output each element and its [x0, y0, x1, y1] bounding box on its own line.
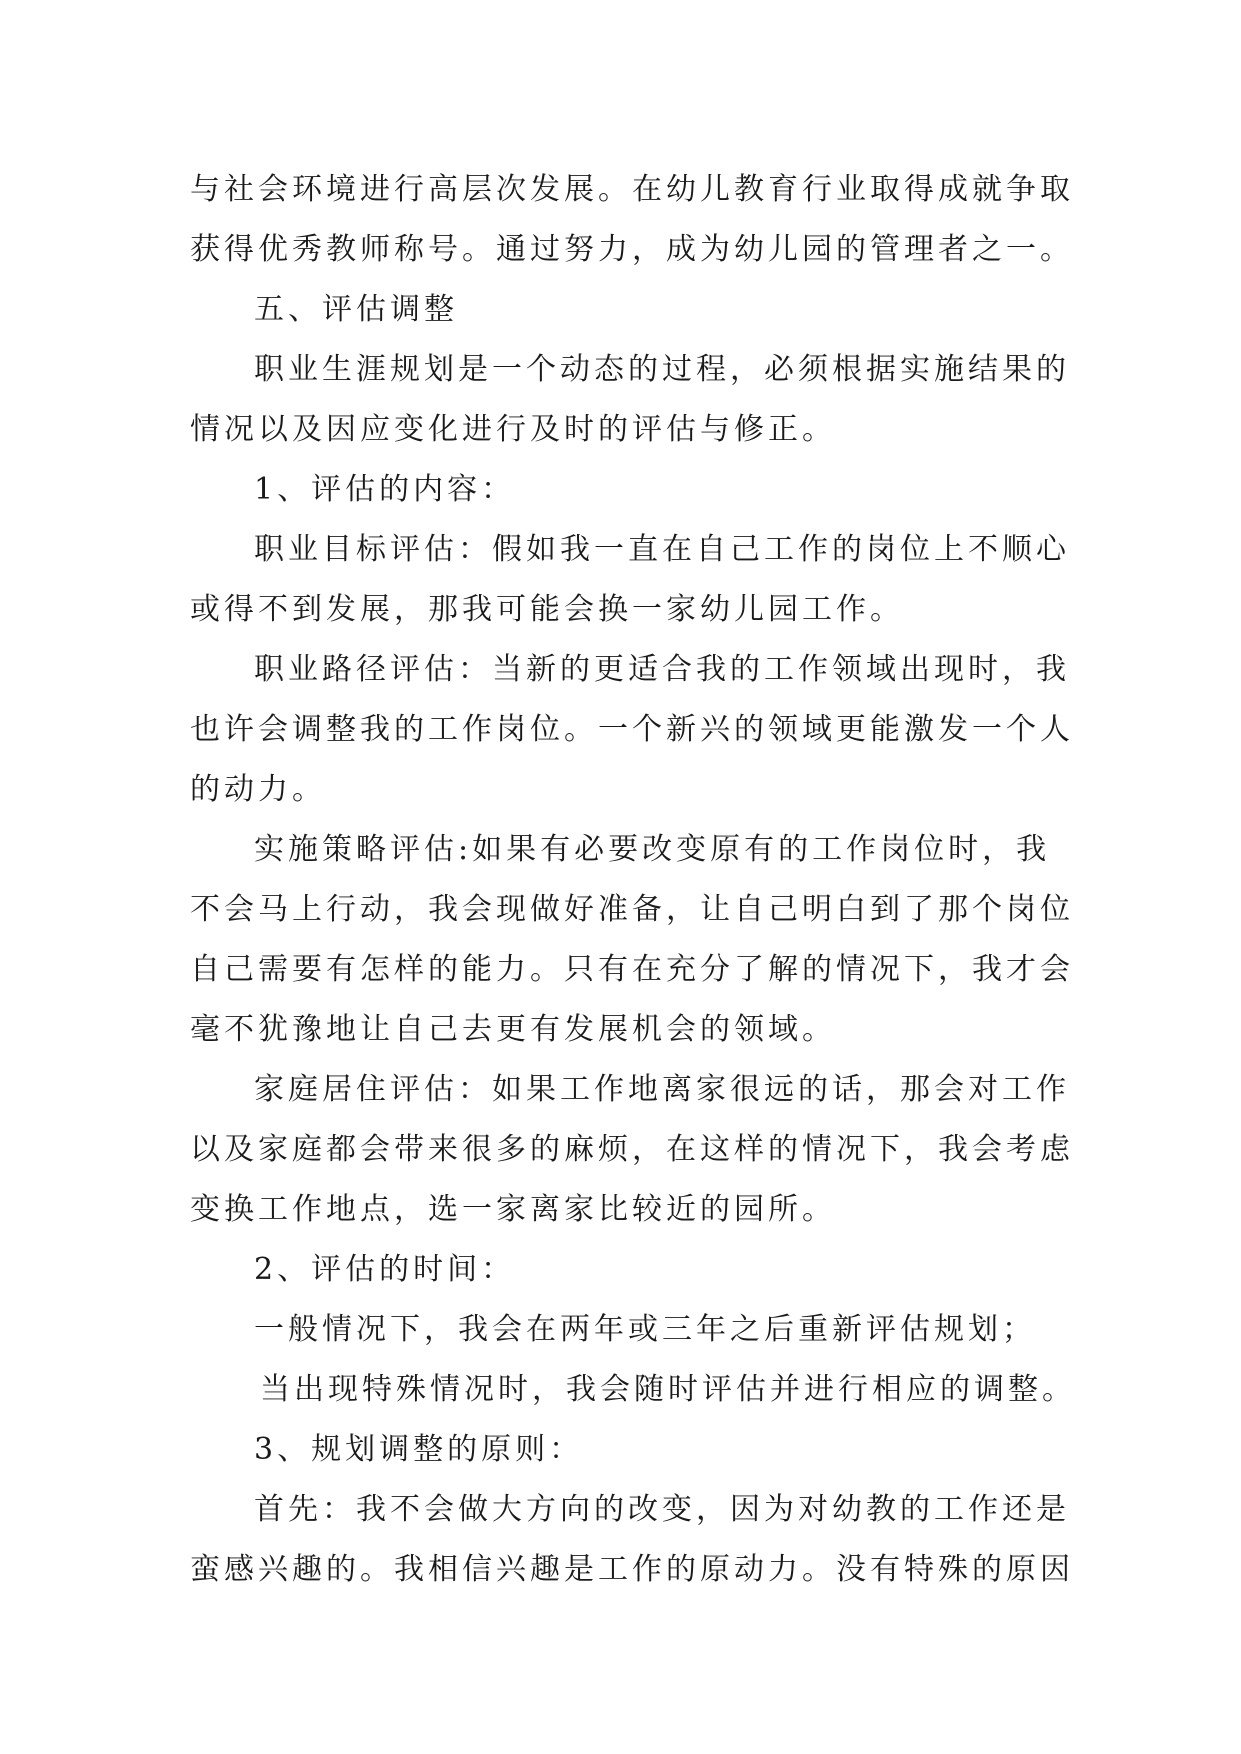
text-line: 也许会调整我的工作岗位。一个新兴的领域更能激发一个人 — [190, 712, 1074, 747]
text-line: 获得优秀教师称号。通过努力，成为幼儿园的管理者之一。 — [190, 232, 1074, 267]
text-line: 职业生涯规划是一个动态的过程，必须根据实施结果的 — [254, 352, 1070, 387]
subsection-heading: 2、评估的时间： — [254, 1252, 516, 1287]
text-line: 以及家庭都会带来很多的麻烦，在这样的情况下，我会考虑 — [190, 1132, 1074, 1167]
text-line: 情况以及因应变化进行及时的评估与修正。 — [190, 412, 836, 447]
text-line: 的动力。 — [190, 772, 326, 807]
text-line: 或得不到发展，那我可能会换一家幼儿园工作。 — [190, 592, 904, 627]
text-line: 与社会环境进行高层次发展。在幼儿教育行业取得成就争取 — [190, 172, 1074, 207]
text-line: 职业路径评估：当新的更适合我的工作领域出现时，我 — [254, 652, 1070, 687]
text-line: 变换工作地点，选一家离家比较近的园所。 — [190, 1192, 836, 1227]
text-line: 毫不犹豫地让自己去更有发展机会的领域。 — [190, 1012, 836, 1047]
text-line: 不会马上行动，我会现做好准备，让自己明白到了那个岗位 — [190, 892, 1074, 927]
text-line: 自己需要有怎样的能力。只有在充分了解的情况下，我才会 — [190, 952, 1074, 987]
text-line: 职业目标评估：假如我一直在自己工作的岗位上不顺心 — [254, 532, 1070, 567]
text-line: 首先：我不会做大方向的改变，因为对幼教的工作还是 — [254, 1492, 1070, 1527]
text-line: 一般情况下，我会在两年或三年之后重新评估规划； — [254, 1312, 1036, 1347]
text-line: 当出现特殊情况时，我会随时评估并进行相应的调整。 — [260, 1372, 1076, 1407]
subsection-heading: 1、评估的内容： — [254, 472, 516, 507]
section-heading: 五、评估调整 — [254, 292, 458, 327]
text-line: 蛮感兴趣的。我相信兴趣是工作的原动力。没有特殊的原因 — [190, 1552, 1074, 1587]
subsection-heading: 3、规划调整的原则： — [254, 1432, 584, 1467]
text-line: 家庭居住评估：如果工作地离家很远的话，那会对工作 — [254, 1072, 1070, 1107]
text-line: 实施策略评估:如果有必要改变原有的工作岗位时，我 — [254, 832, 1051, 867]
